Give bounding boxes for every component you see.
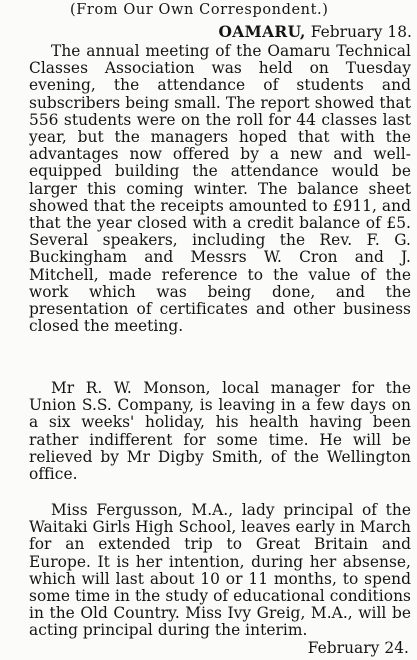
- article-paragraph-monson: Mr R. W. Monson, local manager for the Union S.S. Company, is leaving in a few days on a six weeks' holiday, his health having been rather indifferent for some time. He will be relieved by Mr Digby Smith, of the Wellington office.: [29, 379, 411, 484]
- signoff-date: February 24.: [307, 639, 409, 657]
- correspondent-heading: (From Our Own Correspondent.): [70, 2, 329, 18]
- dateline-date: February 18.: [310, 23, 412, 41]
- dateline: [160, 24, 412, 41]
- dateline-place: OAMARU,: [218, 23, 306, 41]
- article-paragraph-technical-classes: The annual meeting of the Oamaru Technical Classes Association was held on Tuesday evening, the attendance of students and subscribers being small. The report showed that 556 students were on the roll for 44 classes last year, but the managers hoped that with the advantages now offered by a new and well-equipped building the attendance would be larger this coming winter. The balance sheet showed that the receipts amounted to £911, and that the year closed with a credit balance of £5. Several speakers, including the Rev. F. G. Buckingham and Messrs W. Cron and J. Mitchell, made reference to the value of the work which was being done, and the presentation of certificates and other business closed the meeting.: [29, 42, 411, 336]
- article-paragraph-fergusson: Miss Fergusson, M.A., lady principal of the Waitaki Girls High School, leaves early in March for an extended trip to Great Britain and Europe. It is her intention, during her absense, which will last about 10 or 11 months, to spend some time in the study of educational conditions in the Old Country. Miss Ivy Greig, M.A., will be acting principal during the interim.: [29, 501, 411, 640]
